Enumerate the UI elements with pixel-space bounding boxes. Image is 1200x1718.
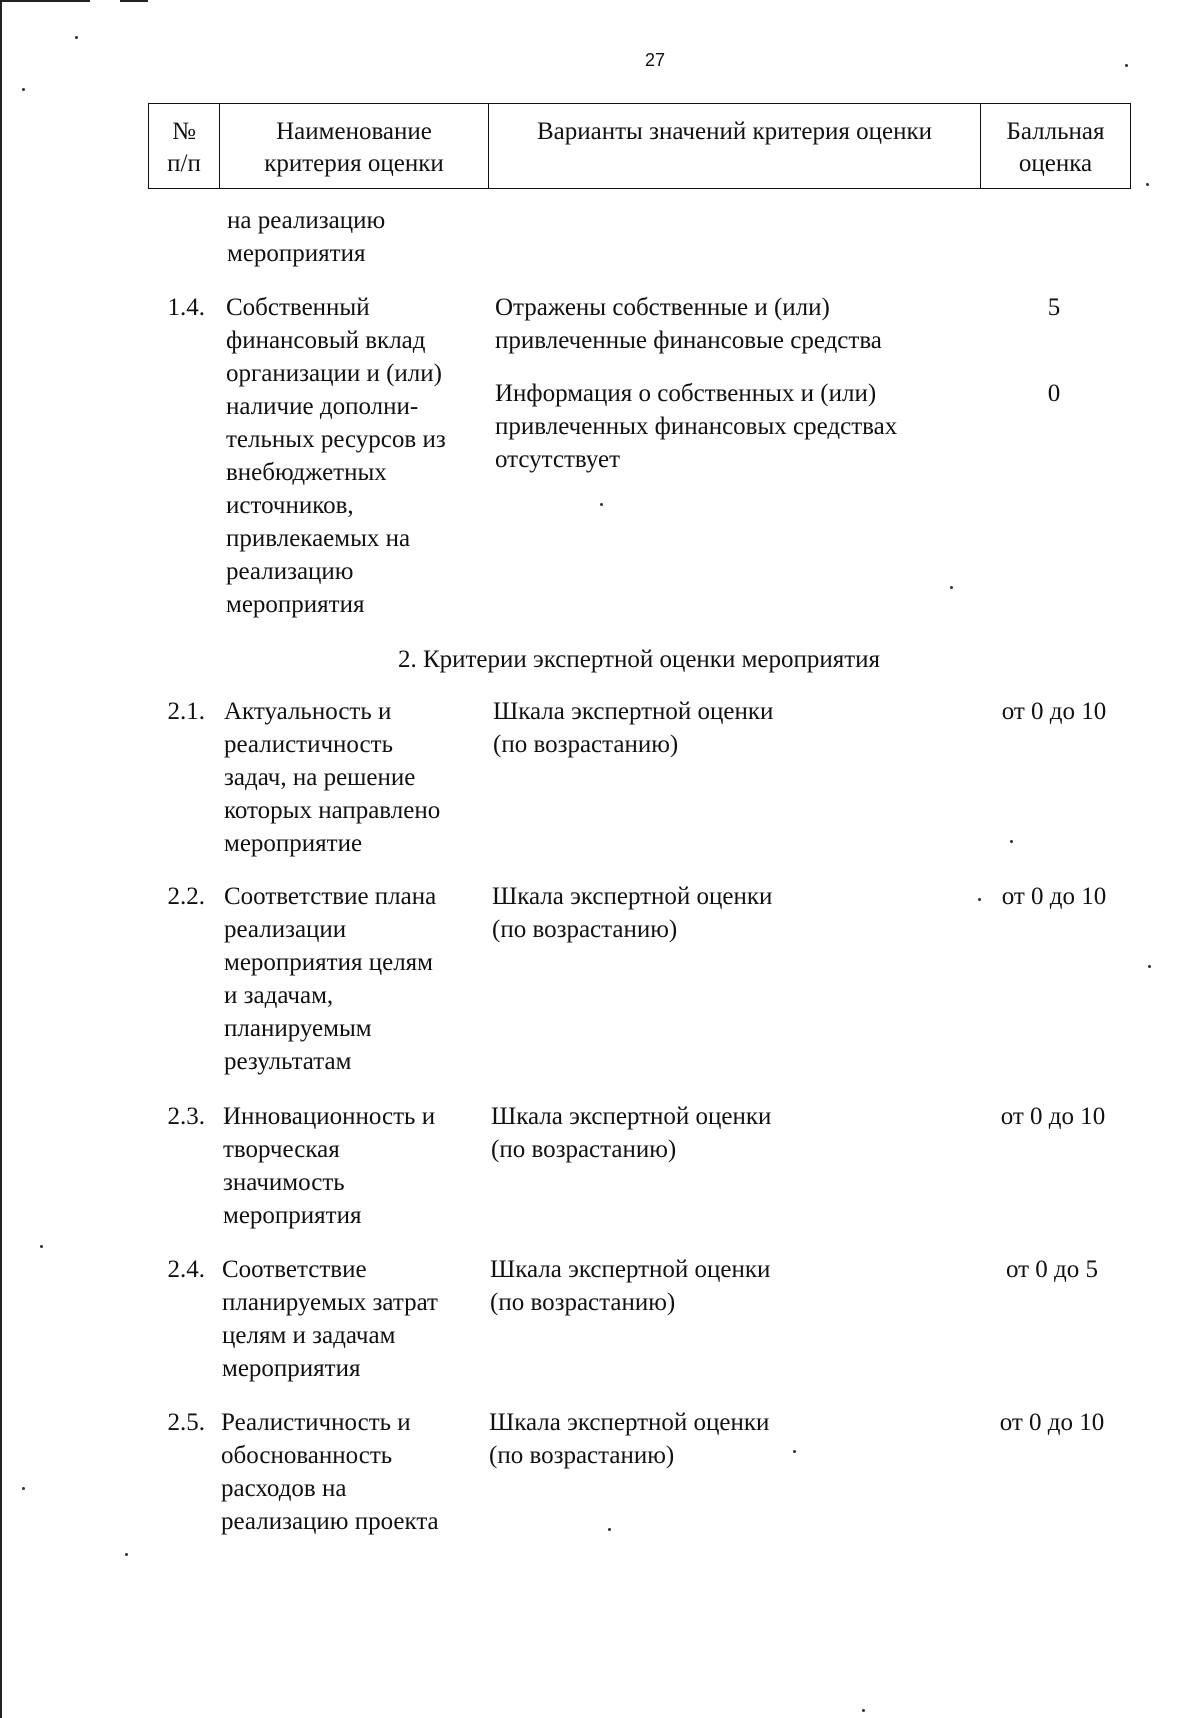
variant-cell: Шкала экспертной оценки (по возрастанию) <box>492 883 773 943</box>
criterion-cell: Инновационность и творческая значимость мероприятия <box>223 1103 436 1229</box>
row-number: 2.4. <box>167 1256 205 1283</box>
criterion-cell: Соответствие планируемых затрат целям и задачам мероприятия <box>222 1256 438 1382</box>
scan-speck <box>75 36 78 39</box>
score-cell: от 0 до 10 <box>999 1409 1105 1436</box>
header-score: Балльная оценка <box>981 104 1131 189</box>
scan-edge <box>0 0 2 1718</box>
row-number: 2.1. <box>167 698 205 725</box>
table-header <box>148 103 1131 189</box>
variant-cell: Информация о собственных и (или) привлеченных финансовых средствах отсутствует <box>495 380 898 473</box>
scan-speck <box>793 1450 796 1453</box>
scan-speck <box>40 1245 43 1248</box>
criterion-cell: Соответствие плана реализации мероприятия целям и задачам, планируемым результатам <box>224 883 437 1075</box>
row-number: 2.5. <box>167 1409 205 1436</box>
scan-mark <box>0 0 90 2</box>
row-number: 2.3. <box>167 1103 205 1130</box>
criterion-cell: на реализацию мероприятия <box>227 207 386 267</box>
header-criterion: Наименование критерия оценки <box>220 104 489 189</box>
scan-speck <box>125 1553 128 1556</box>
scan-speck <box>950 586 953 589</box>
scan-speck <box>22 1487 25 1490</box>
variant-cell: Отражены собственные и (или) привлеченные финансовые средства <box>495 294 882 354</box>
score-cell: 0 <box>1047 380 1061 407</box>
criterion-cell: Актуальность и реалистичность задач, на решение которых направлено мероприятие <box>224 698 441 857</box>
variant-cell: Шкала экспертной оценки (по возрастанию) <box>491 1103 772 1163</box>
variant-cell: Шкала экспертной оценки (по возрастанию) <box>493 698 774 758</box>
criterion-cell: Реалистичность и обоснованность расходов на реализацию проекта <box>221 1409 439 1535</box>
score-cell: от 0 до 10 <box>1000 1103 1106 1130</box>
criterion-cell: Собственный финансовый вклад организации и (или) наличие дополни- тельных ресурсов из внебюджетных источников, привлекаемых на реализацию мероприятия <box>226 294 446 618</box>
scan-speck <box>1148 965 1151 968</box>
scan-speck <box>608 1528 611 1531</box>
score-cell: от 0 до 10 <box>1001 883 1107 910</box>
header-variants: Варианты значений критерия оценки <box>489 104 981 189</box>
variant-cell: Шкала экспертной оценки (по возрастанию) <box>490 1256 771 1316</box>
scan-speck <box>1125 64 1128 67</box>
score-cell: от 0 до 10 <box>1001 698 1107 725</box>
row-number: 1.4. <box>167 294 205 321</box>
variant-cell: Шкала экспертной оценки (по возрастанию) <box>489 1409 770 1469</box>
scan-speck <box>600 503 603 506</box>
header-num: № п/п <box>149 104 220 189</box>
scan-speck <box>22 88 25 91</box>
scan-mark <box>120 0 148 2</box>
row-number: 2.2. <box>167 883 205 910</box>
scan-speck <box>1010 840 1013 843</box>
section-title: 2. Критерии экспертной оценки мероприятия <box>397 646 881 673</box>
score-cell: 5 <box>1047 294 1061 321</box>
scan-speck <box>978 898 981 901</box>
scan-speck <box>862 1709 865 1712</box>
score-cell: от 0 до 5 <box>1005 1256 1099 1283</box>
scan-speck <box>1146 183 1149 186</box>
page-number: 27 <box>644 50 666 70</box>
